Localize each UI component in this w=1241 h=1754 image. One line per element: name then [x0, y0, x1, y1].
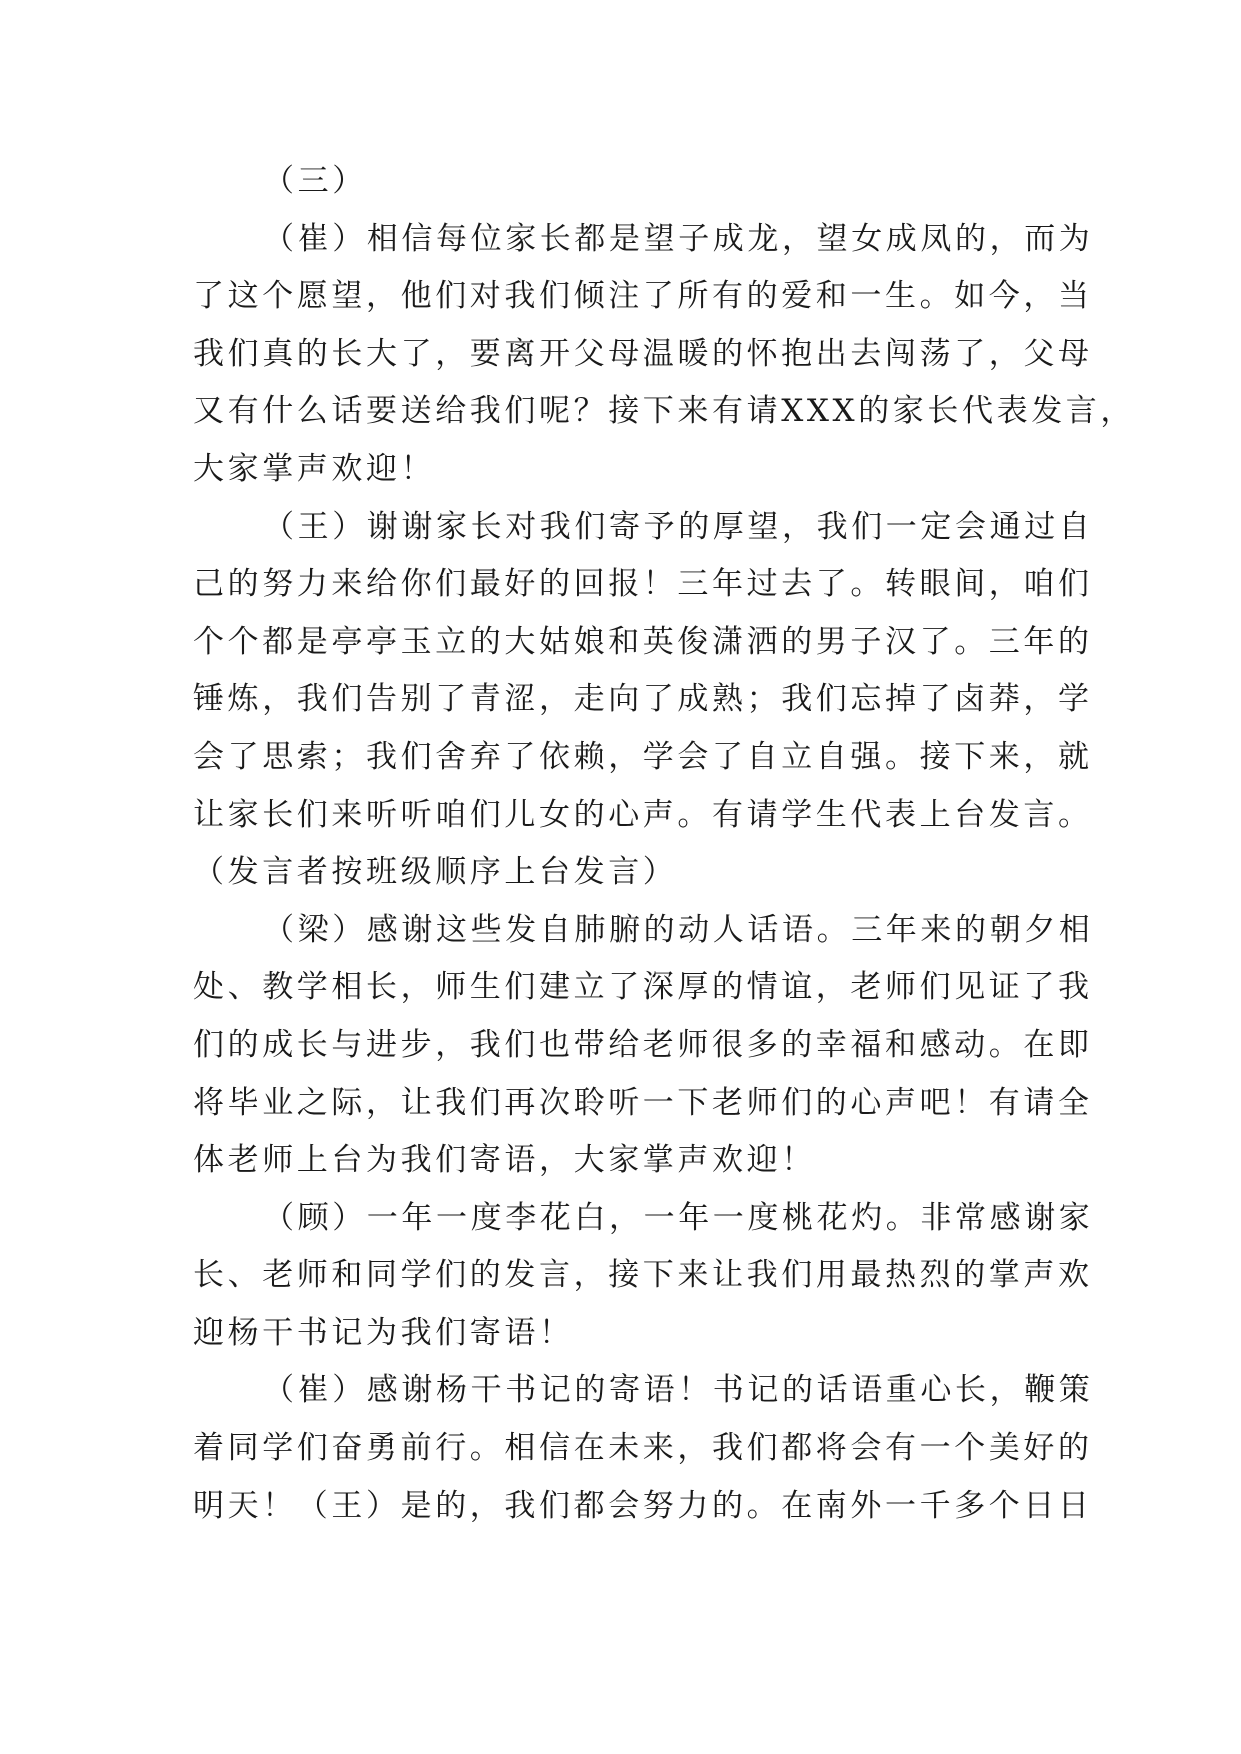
text-line: 又有什么话要送给我们呢？接下来有请XXX的家长代表发言，: [193, 393, 1136, 430]
text-line: 大家掌声欢迎！: [193, 450, 436, 487]
text-line: 锤炼，我们告别了青涩，走向了成熟；我们忘掉了卤莽，学: [193, 681, 1093, 718]
text-line: 让家长们来听听咱们儿女的心声。有请学生代表上台发言。: [193, 796, 1093, 833]
text-line: 个个都是亭亭玉立的大姑娘和英俊潇洒的男子汉了。三年的: [193, 623, 1093, 660]
section-heading: （三）: [263, 163, 367, 199]
text-line: 将毕业之际，让我们再次聆听一下老师们的心声吧！有请全: [193, 1084, 1093, 1121]
text-line: 迎杨干书记为我们寄语！: [193, 1314, 574, 1351]
text-line: 长、老师和同学们的发言，接下来让我们用最热烈的掌声欢: [193, 1257, 1093, 1294]
text-line: 处、教学相长，师生们建立了深厚的情谊，老师们见证了我: [193, 969, 1093, 1006]
text-line: （崔）相信每位家长都是望子成龙，望女成凤的，而为: [263, 220, 1094, 257]
text-line: （发言者按班级顺序上台发言）: [193, 854, 678, 891]
text-line: 了这个愿望，他们对我们倾注了所有的爱和一生。如今，当: [193, 278, 1093, 315]
text-line: （王）谢谢家长对我们寄予的厚望，我们一定会通过自: [263, 508, 1094, 545]
document-body: [193, 153, 1136, 1535]
text-line: （顾）一年一度李花白，一年一度桃花灼。非常感谢家: [263, 1199, 1094, 1236]
text-line: 己的努力来给你们最好的回报！三年过去了。转眼间，咱们: [193, 566, 1093, 603]
text-line: 体老师上台为我们寄语，大家掌声欢迎！: [193, 1142, 816, 1179]
text-line: （梁）感谢这些发自肺腑的动人话语。三年来的朝夕相: [263, 911, 1094, 948]
text-line: 我们真的长大了，要离开父母温暖的怀抱出去闯荡了，父母: [193, 335, 1093, 372]
text-line: （崔）感谢杨干书记的寄语！书记的话语重心长，鞭策: [263, 1372, 1094, 1409]
text-line: 明天！（王）是的，我们都会努力的。在南外一千多个日日: [193, 1487, 1093, 1524]
text-line: 着同学们奋勇前行。相信在未来，我们都将会有一个美好的: [193, 1430, 1093, 1467]
text-line: 会了思索；我们舍弃了依赖，学会了自立自强。接下来，就: [193, 738, 1093, 775]
text-line: 们的成长与进步，我们也带给老师很多的幸福和感动。在即: [193, 1026, 1093, 1063]
